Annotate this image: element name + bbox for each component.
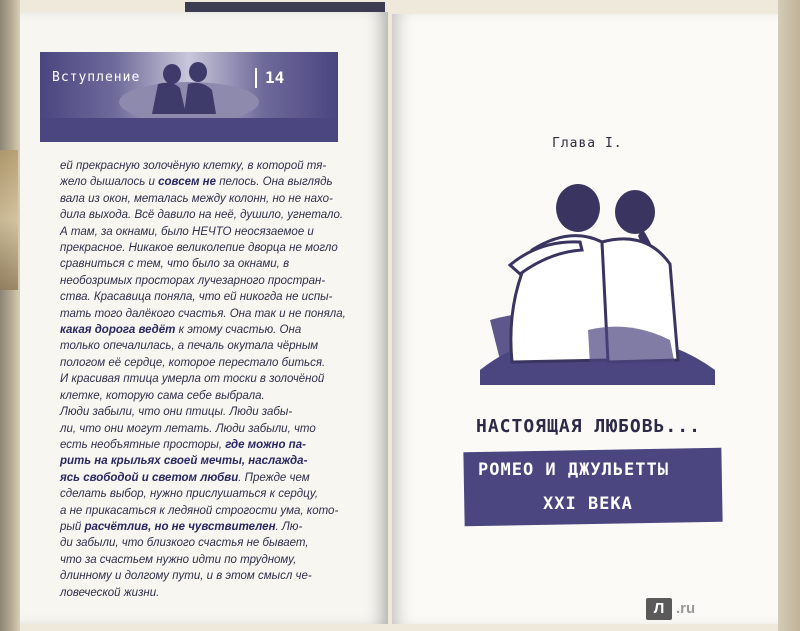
watermark-text: .ru	[676, 600, 696, 617]
text-line	[60, 224, 356, 240]
text-segment: прекрасное. Никакое великолепие дворца не могло	[60, 242, 338, 255]
text-segment: необозримых просторах лучезарного простран-	[60, 274, 326, 287]
couple-illustration	[470, 180, 720, 390]
text-segment: . Лю-	[275, 520, 303, 533]
emphasized-text: рить на крыльях своей мечты, наслажда-	[60, 455, 308, 468]
text-line	[60, 338, 356, 354]
text-line	[60, 437, 356, 453]
text-line	[60, 355, 356, 371]
text-line	[60, 371, 356, 387]
book-title-line-3: XXI ВЕКА	[543, 494, 633, 514]
header-couple-image	[40, 52, 338, 118]
text-segment: длинному и долгому пути, и в этом смысл че-	[60, 570, 312, 583]
text-segment: сравниться с тем, что было за окнами, в	[60, 258, 290, 271]
text-line	[60, 174, 356, 190]
text-line	[60, 191, 356, 207]
emphasized-text: какая дорога ведёт	[60, 324, 176, 337]
text-line	[60, 552, 356, 568]
text-segment: И красивая птица умерла от тоски в золочёной	[60, 373, 325, 386]
text-segment: рый	[60, 520, 85, 533]
book-title-line-2: РОМЕО И ДЖУЛЬЕТТЫ	[478, 460, 669, 480]
text-line	[60, 207, 356, 223]
text-segment: ди забыли, что близкого счастья не бывает,	[60, 537, 309, 550]
emphasized-text: где можно па-	[225, 438, 306, 451]
text-line	[60, 568, 356, 584]
text-segment: есть необъятные просторы,	[60, 438, 226, 451]
emphasized-text: ясь свободой и светом любви	[60, 471, 239, 484]
text-segment: а не прикасаться к ледяной строгости ума, кото-	[60, 504, 339, 517]
right-cover-edge	[778, 0, 800, 631]
text-line	[60, 273, 356, 289]
left-cover-edge	[0, 0, 20, 631]
text-line	[60, 470, 356, 486]
text-line	[60, 519, 356, 535]
section-title: Вступление	[52, 70, 141, 85]
text-line	[60, 486, 356, 502]
text-line	[60, 404, 356, 420]
text-segment: жело дышалось и	[60, 176, 159, 189]
text-segment: вала из окон, металась между колонн, но не нахо-	[60, 192, 333, 205]
text-line	[60, 256, 356, 272]
header-photo	[40, 52, 338, 118]
text-line	[60, 535, 356, 551]
chapter-label: Глава I.	[552, 136, 623, 151]
text-segment: ловеческой жизни.	[60, 586, 160, 599]
header-divider	[255, 68, 257, 88]
text-segment: сделать выбор, нужно прислушаться к сердцу,	[60, 488, 319, 501]
text-line	[60, 585, 356, 601]
text-segment: . Прежде чем	[238, 471, 310, 484]
text-segment: тать того далёкого счастья. Она так и не поняла,	[60, 307, 346, 320]
text-segment: ли, что они могут летать. Люди забыли, что	[60, 422, 316, 435]
chapter-header	[40, 52, 338, 142]
text-segment: ей прекрасную золочёную клетку, в которой тя-	[60, 160, 327, 172]
body-text	[60, 158, 356, 601]
book-title-line-1: НАСТОЯЩАЯ ЛЮБОВЬ...	[476, 416, 701, 437]
text-segment: только опечалилась, а печаль окутала чёрным	[60, 340, 319, 353]
emphasized-text: расчётлив, но не чувствителен	[84, 520, 276, 533]
text-segment: дила выхода. Всё давило на неё, душило, угнетало.	[60, 209, 344, 222]
header-bar	[40, 118, 338, 142]
text-line	[60, 322, 356, 338]
text-line	[60, 289, 356, 305]
cover-strip	[0, 150, 18, 290]
text-segment: клетке, которую сама себе выбрала.	[60, 389, 265, 402]
labirint-logo-icon: Л	[646, 598, 672, 620]
text-segment: пологом её сердце, которое перестало биться.	[60, 356, 326, 369]
text-line	[60, 388, 356, 404]
text-line	[60, 240, 356, 256]
text-line	[60, 158, 356, 174]
emphasized-text: совсем не	[158, 176, 217, 189]
text-line	[60, 306, 356, 322]
text-segment: ства. Красавица поняла, что ей никогда не испы-	[60, 291, 333, 304]
text-segment: к этому счастью. Она	[175, 324, 302, 337]
text-segment: Люди забыли, что они птицы. Люди забы-	[60, 406, 293, 419]
top-cover-edge	[185, 2, 385, 12]
page-number: 14	[265, 68, 285, 87]
text-line	[60, 503, 356, 519]
text-segment: пелось. Она выглядь	[216, 176, 333, 189]
text-segment: что за счастьем нужно идти по трудному,	[60, 553, 297, 566]
text-line	[60, 453, 356, 469]
text-line	[60, 421, 356, 437]
text-segment: А там, за окнами, было НЕЧТО неосязаемое и	[60, 225, 314, 238]
